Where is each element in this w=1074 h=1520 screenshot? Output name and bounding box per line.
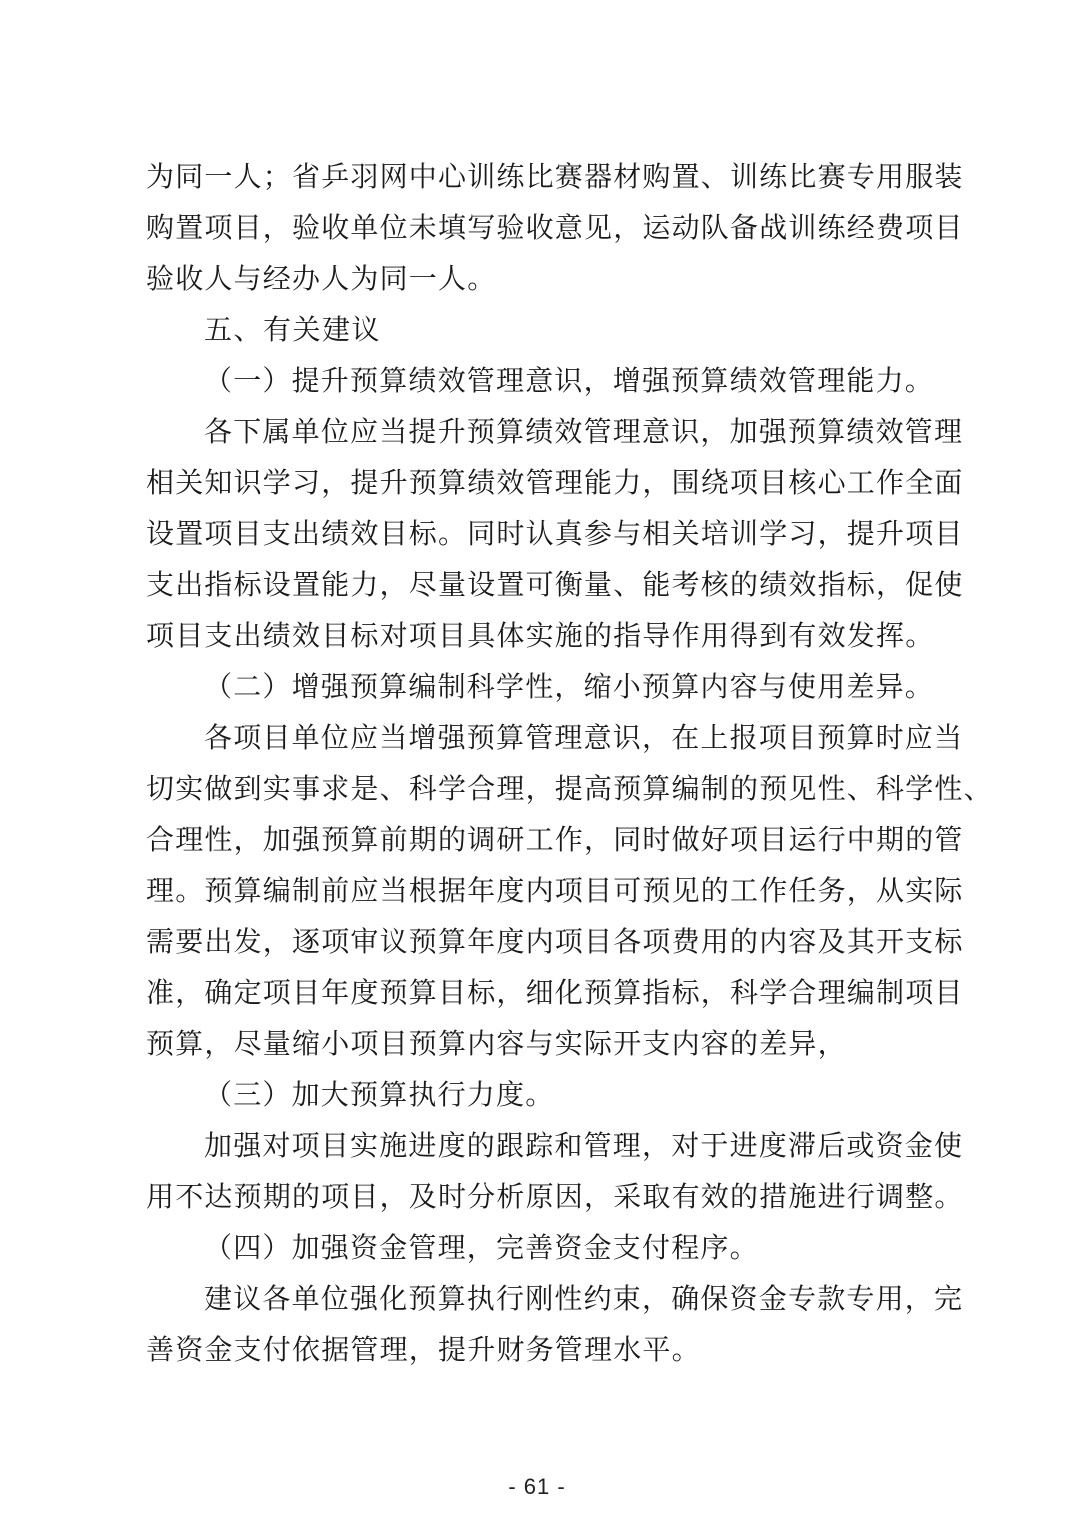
subsection-heading: （四）加强资金管理，完善资金支付程序。: [204, 1231, 759, 1264]
body-text-line: 预算，尽量缩小项目预算内容与实际开支内容的差异，: [146, 1027, 847, 1060]
subsection-heading: （一）提升预算绩效管理意识，增强预算绩效管理能力。: [204, 364, 935, 397]
body-text-line: 合理性，加强预算前期的调研工作，同时做好项目运行中期的管: [146, 823, 964, 856]
body-text-line: 切实做到实事求是、科学合理，提高预算编制的预见性、科学性、: [146, 772, 993, 805]
subsection-heading: （三）加大预算执行力度。: [204, 1078, 555, 1111]
body-text-line: 各下属单位应当提升预算绩效管理意识，加强预算绩效管理: [204, 415, 964, 448]
body-text-line: 为同一人；省乒羽网中心训练比赛器材购置、训练比赛专用服装: [146, 160, 964, 193]
body-text-line: 理。预算编制前应当根据年度内项目可预见的工作任务，从实际: [146, 874, 964, 907]
document-body: [146, 151, 993, 1375]
body-text-line: 加强对项目实施进度的跟踪和管理，对于进度滞后或资金使: [204, 1129, 964, 1162]
body-text-line: 各项目单位应当增强预算管理意识，在上报项目预算时应当: [204, 721, 964, 754]
body-text-line: 善资金支付依据管理，提升财务管理水平。: [146, 1333, 701, 1366]
body-text-line: 项目支出绩效目标对项目具体实施的指导作用得到有效发挥。: [146, 619, 935, 652]
page-number: - 61 -: [508, 1474, 566, 1499]
body-text-line: 购置项目，验收单位未填写验收意见，运动队备战训练经费项目: [146, 211, 964, 244]
body-text-line: 相关知识学习，提升预算绩效管理能力，围绕项目核心工作全面: [146, 466, 964, 499]
body-text-line: 用不达预期的项目，及时分析原因，采取有效的措施进行调整。: [146, 1180, 964, 1213]
body-text-line: 准，确定项目年度预算目标，细化预算指标，科学合理编制项目: [146, 976, 964, 1009]
subsection-heading: （二）增强预算编制科学性，缩小预算内容与使用差异。: [204, 670, 935, 703]
body-text-line: 支出指标设置能力，尽量设置可衡量、能考核的绩效指标，促使: [146, 568, 964, 601]
body-text-line: 建议各单位强化预算执行刚性约束，确保资金专款专用，完: [204, 1282, 964, 1315]
body-text-line: 验收人与经办人为同一人。: [146, 262, 497, 295]
section-heading: 五、有关建议: [204, 313, 382, 346]
body-text-line: 设置项目支出绩效目标。同时认真参与相关培训学习，提升项目: [146, 517, 964, 550]
body-text-line: 需要出发，逐项审议预算年度内项目各项费用的内容及其开支标: [146, 925, 964, 958]
